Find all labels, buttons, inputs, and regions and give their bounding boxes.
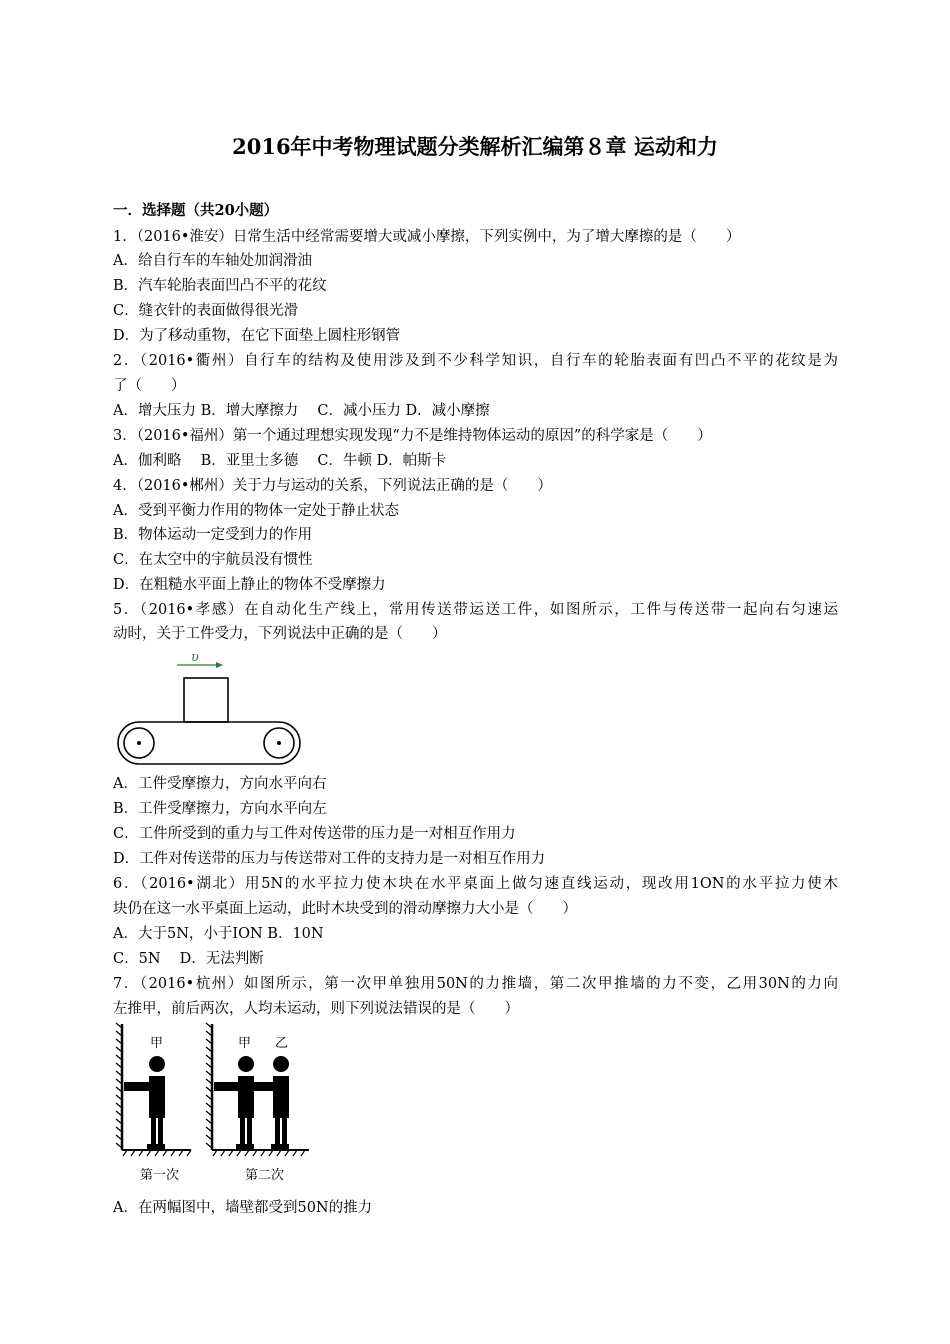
scene-second (206, 1023, 309, 1183)
label-jia-1: 甲 (150, 1036, 164, 1051)
scene-first (116, 1023, 191, 1183)
caption-first: 第一次 (140, 1168, 180, 1183)
question-5-option-d: D．工件对传送带的压力与传送带对工件的支持力是一对相互作用力 (113, 851, 546, 867)
question-1-option-d: D．为了移动重物，在它下面垫上圆柱形钢管 (113, 328, 401, 344)
conveyor-belt-figure (113, 648, 313, 770)
question-3-options: A．伽利略 B．亚里士多德 C．牛顿 D．帕斯卡 (113, 453, 447, 469)
velocity-arrowhead (216, 662, 223, 668)
question-6-stem-line1: 6．（2016•湖北）用5N的水平拉力使木块在水平桌面上做匀速直线运动，现改用1ON的水平拉力使木 (113, 876, 838, 892)
question-5-option-a: A．工件受摩擦力，方向水平向右 (113, 776, 327, 792)
question-5-option-b: B．工件受摩擦力，方向水平向左 (113, 801, 327, 817)
question-4-option-d: D．在粗糙水平面上静止的物体不受摩擦力 (113, 577, 386, 593)
label-jia-2: 甲 (238, 1036, 252, 1051)
question-4-option-a: A．受到平衡力作用的物体一定处于静止状态 (113, 503, 399, 519)
velocity-label: υ (191, 650, 199, 665)
label-yi: 乙 (275, 1036, 289, 1051)
section-heading: 一．选择题（共20小题） (113, 202, 279, 219)
question-6-options-2: C．5N D．无法判断 (113, 951, 264, 967)
question-7-stem-line2: 左推甲，前后两次，人均未运动，则下列说法错误的是（ ） (113, 1001, 519, 1017)
person-yi (254, 1056, 289, 1149)
question-3-stem: 3．（2016•福州）第一个通过理想实现发现“力不是维持物体运动的原因”的科学家是（ ） (113, 428, 712, 444)
left-roller-axle (137, 741, 141, 745)
question-6-stem-line2: 块仍在这一水平桌面上运动，此时木块受到的滑动摩擦力大小是（ ） (113, 901, 577, 917)
question-5-option-c: C．工件所受到的重力与工件对传送带的压力是一对相互作用力 (113, 826, 516, 842)
question-2-options: A．增大压力 B．增大摩擦力 C．减小压力 D．减小摩擦 (113, 403, 490, 419)
document-title: 2016年中考物理试题分类解析汇编第８章 运动和力 (232, 134, 718, 159)
question-5-stem-line1: 5．（2016•孝感）在自动化生产线上，常用传送带运送工件，如图所示，工件与传送带一起向右匀速运 (113, 602, 838, 618)
caption-second: 第二次 (245, 1168, 285, 1183)
question-1-option-c: C．缝衣针的表面做得很光滑 (113, 303, 299, 319)
question-4-stem: 4．（2016•郴州）关于力与运动的关系，下列说法正确的是（ ） (113, 478, 552, 494)
question-5-stem-line2: 动时，关于工件受力，下列说法中正确的是（ ） (113, 626, 447, 642)
person-jia-2 (214, 1056, 254, 1149)
question-1-stem: 1．（2016•淮安）日常生活中经常需要增大或减小摩擦，下列实例中，为了增大摩擦的是（ ） (113, 229, 741, 245)
question-2-stem-line2: 了（ ） (113, 378, 186, 394)
right-roller-axle (277, 741, 281, 745)
workpiece-block (184, 678, 228, 722)
question-7-stem-line1: 7．（2016•杭州）如图所示，第一次甲单独用50N的力推墙，第二次甲推墙的力不变，乙用30N的力向 (113, 976, 838, 992)
question-4-option-b: B．物体运动一定受到力的作用 (113, 527, 313, 543)
wall-push-figure (113, 1022, 323, 1187)
person-jia-1 (124, 1056, 165, 1149)
question-6-options-1: A．大于5N，小于ION B．10N (113, 926, 324, 942)
question-7-option-a: A．在两幅图中，墙壁都受到50N的推力 (113, 1200, 373, 1216)
question-4-option-c: C．在太空中的宇航员没有惯性 (113, 552, 313, 568)
question-2-stem-line1: 2．（2016•衢州）自行车的结构及使用涉及到不少科学知识，自行车的轮胎表面有凹凸不平的花纹是为 (113, 353, 838, 369)
question-1-option-a: A．给自行车的车轴处加润滑油 (113, 253, 312, 269)
question-1-option-b: B．汽车轮胎表面凹凸不平的花纹 (113, 278, 327, 294)
